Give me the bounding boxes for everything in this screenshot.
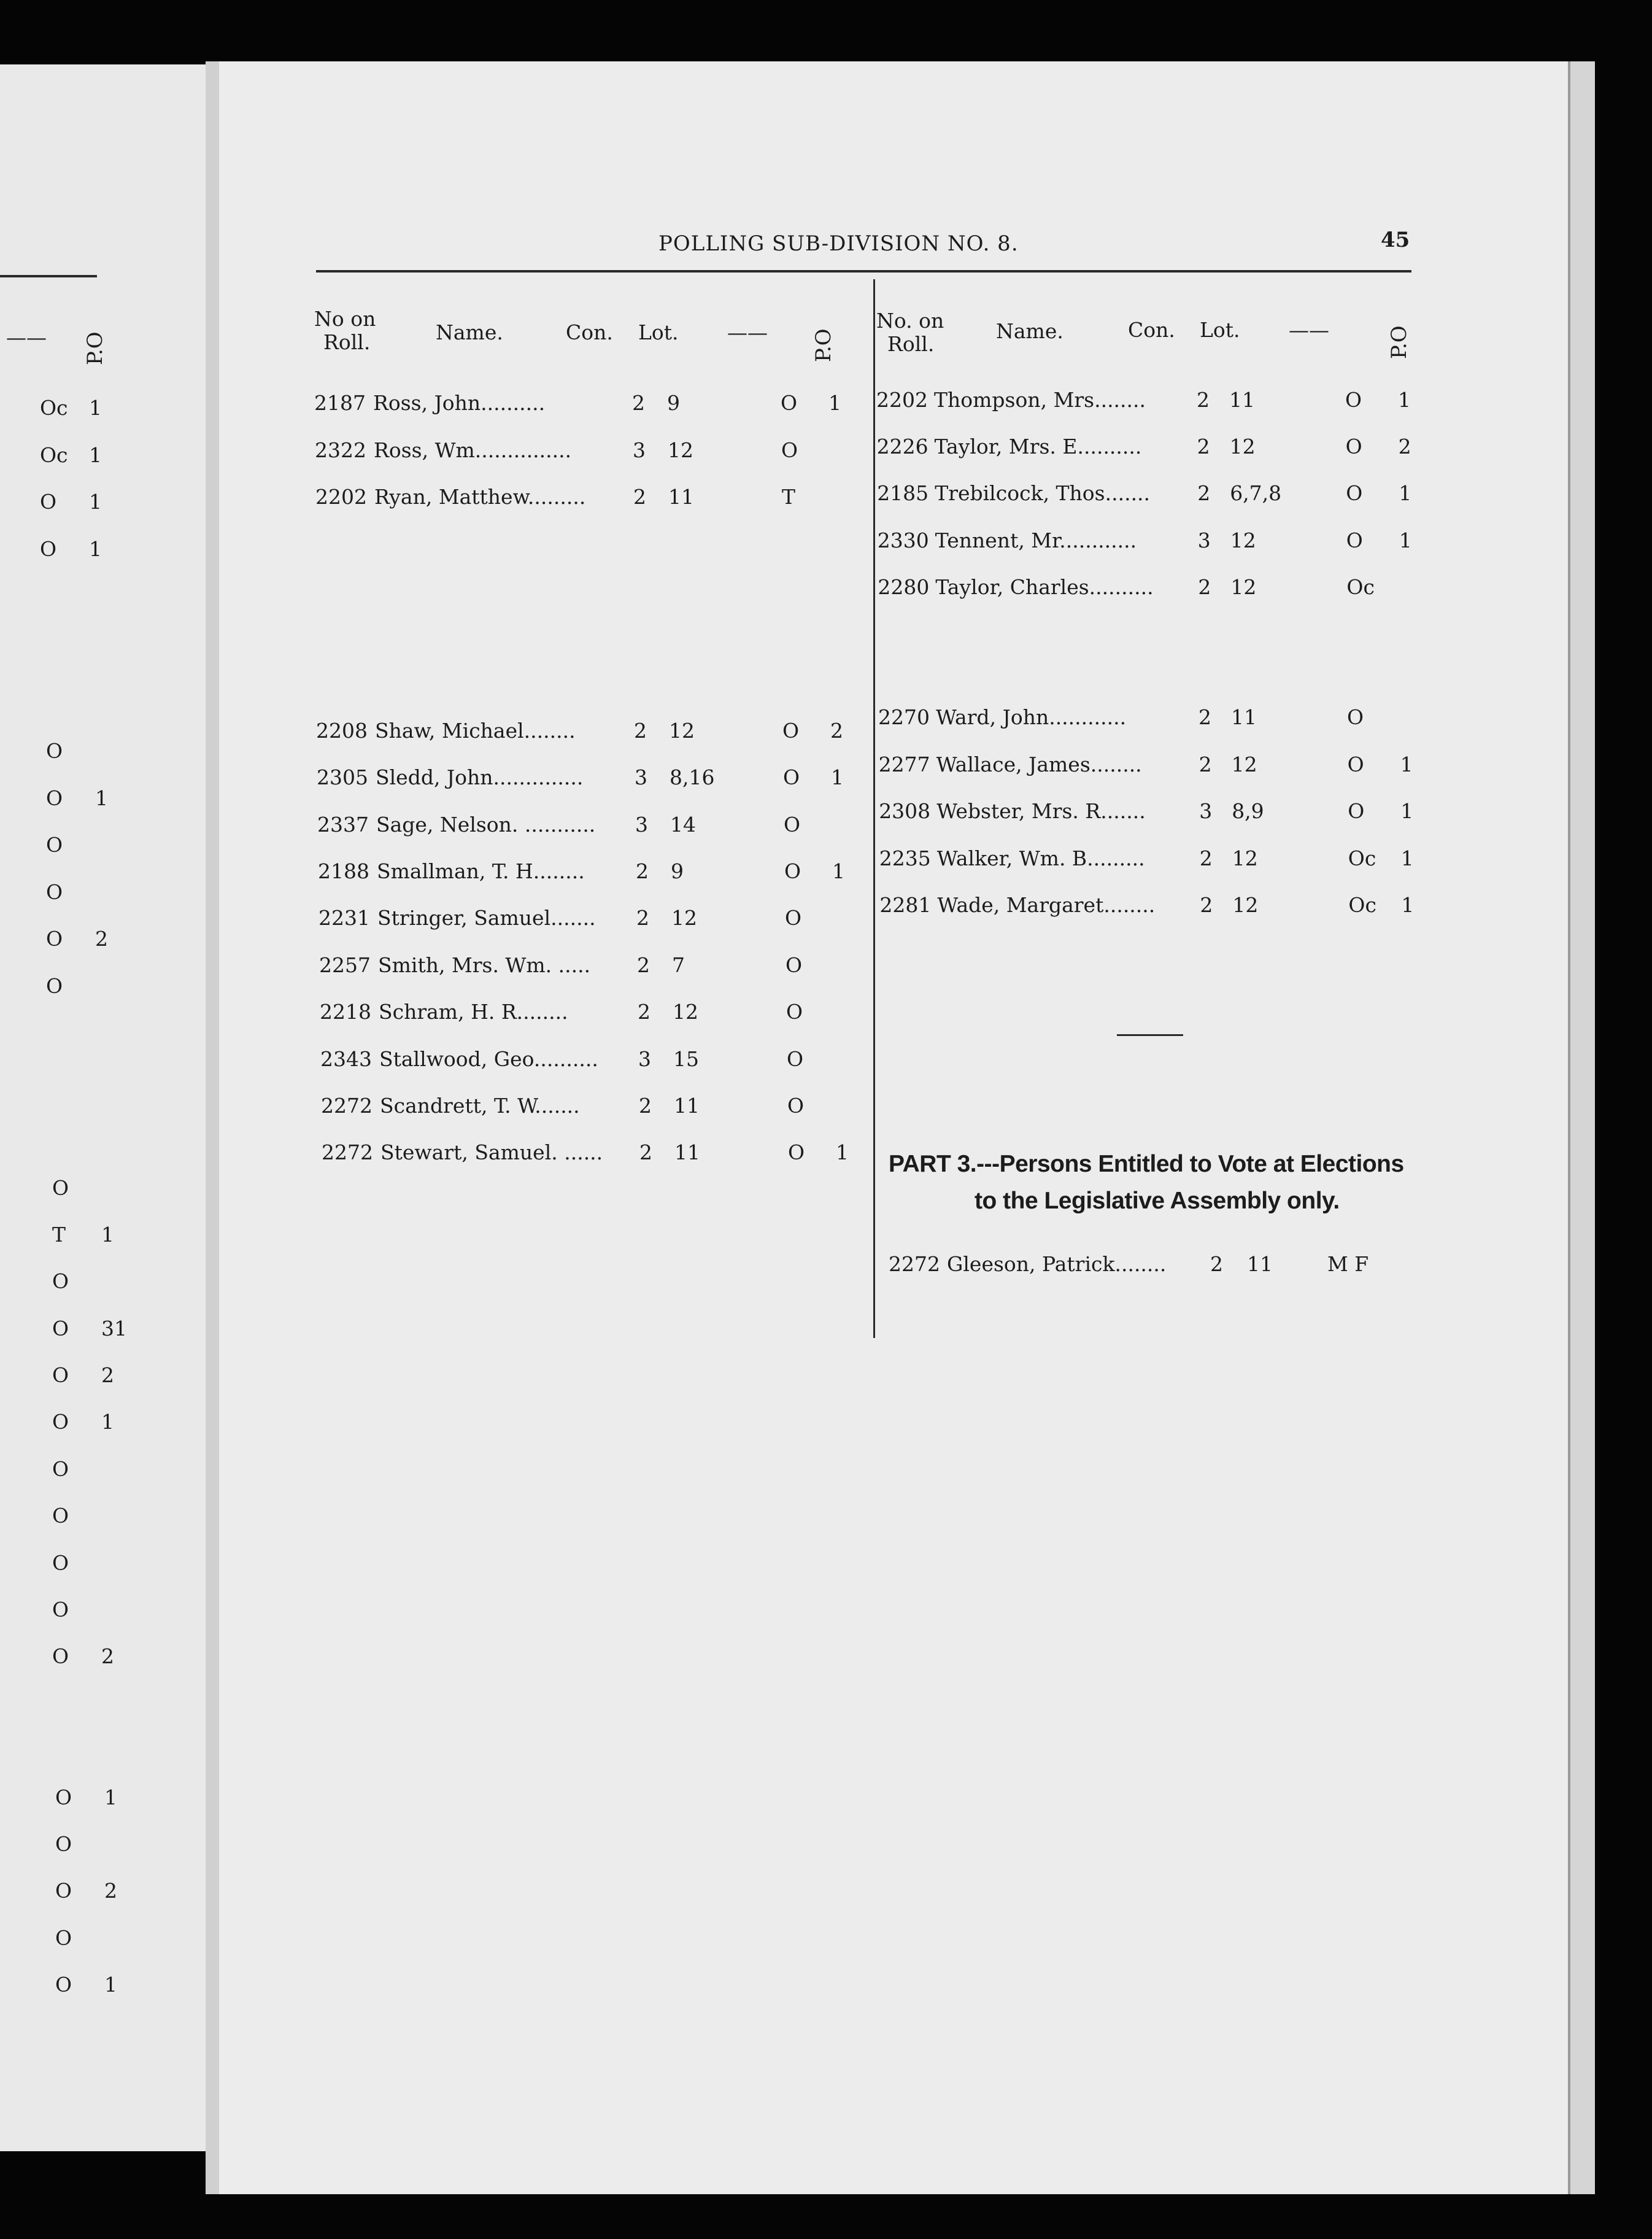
prev-page-status: O [40, 490, 57, 514]
left-row-name: Smallman, T. H........ [377, 859, 585, 883]
right-row-name: Webster, Mrs. R....... [936, 799, 1146, 823]
prev-page-po: 2 [95, 927, 108, 951]
right-row-name: Taylor, Mrs. E.......... [934, 435, 1142, 458]
prev-page-po: 1 [89, 443, 102, 467]
prev-page-status: O [52, 1598, 69, 1622]
right-row-roll-number: 2281 [879, 893, 932, 917]
right-row-name: Ward, John............ [936, 705, 1127, 729]
prev-page-po: 2 [101, 1363, 114, 1387]
right-row-po: 1 [1400, 799, 1414, 823]
right-row-roll-number: 2185 [877, 481, 929, 505]
right-row-po: 1 [1399, 481, 1412, 505]
prev-page-po: 31 [101, 1317, 127, 1340]
prev-page-status: O [52, 1317, 69, 1340]
prev-page-po: 1 [104, 1785, 117, 1809]
right-header-roll: Roll. [887, 332, 935, 356]
left-row-lot: 12 [668, 438, 693, 462]
left-row-name: Sledd, John.............. [376, 765, 584, 789]
right-row-con: 2 [1198, 575, 1211, 599]
left-header-no-on: No on [314, 307, 376, 331]
left-row-roll-number: 2337 [317, 813, 369, 837]
left-row-name: Stringer, Samuel....... [377, 906, 596, 930]
right-row-con: 3 [1197, 528, 1211, 552]
left-row-roll-number: 2187 [314, 391, 366, 415]
right-row-status: O [1346, 528, 1363, 552]
prev-page-status: O [52, 1269, 69, 1293]
right-row-po: 1 [1400, 752, 1413, 776]
part3-name: Gleeson, Patrick........ [947, 1252, 1167, 1276]
right-row-roll-number: 2308 [879, 799, 931, 823]
left-row-status: O [788, 1140, 805, 1164]
right-row-name: Wallace, James........ [936, 752, 1142, 776]
left-row-status: O [786, 1000, 803, 1024]
prev-page-po: 1 [101, 1410, 114, 1434]
prev-page-po: 2 [104, 1879, 117, 1903]
left-row-lot: 11 [668, 485, 694, 509]
prev-page-status: O [52, 1551, 69, 1575]
left-row-status: O [784, 859, 801, 883]
left-row-roll-number: 2257 [319, 953, 371, 977]
right-row-status: Oc [1348, 893, 1376, 917]
right-row-name: Wade, Margaret........ [937, 893, 1156, 917]
left-header-lot: Lot. [638, 320, 679, 344]
prev-page-status: O [46, 786, 63, 810]
left-row-con: 2 [632, 391, 645, 415]
right-row-po: 1 [1398, 388, 1411, 412]
part3-lot: 11 [1247, 1252, 1273, 1276]
left-row-status: O [782, 719, 800, 743]
part3-con: 2 [1210, 1252, 1223, 1276]
right-row-roll-number: 2202 [876, 388, 928, 412]
prev-page-status: O [40, 537, 57, 561]
prev-page-status: O [52, 1363, 69, 1387]
section-separator-rule [1117, 1034, 1183, 1036]
prev-page-status: O [46, 833, 63, 857]
left-header-con: Con. [566, 320, 613, 344]
right-row-lot: 12 [1232, 893, 1259, 917]
right-row-con: 2 [1197, 388, 1210, 412]
left-row-name: Ross, John.......... [373, 391, 546, 415]
left-row-status: O [784, 813, 801, 837]
left-header-name: Name. [436, 320, 503, 344]
left-row-roll-number: 2272 [322, 1140, 373, 1164]
right-header-no-on: No. on [876, 309, 944, 333]
left-row-status: O [785, 906, 802, 930]
right-row-lot: 6,7,8 [1230, 481, 1282, 505]
right-row-con: 2 [1199, 846, 1213, 870]
right-row-status: O [1345, 388, 1362, 412]
right-row-con: 2 [1198, 752, 1212, 776]
left-row-con: 2 [638, 1000, 650, 1024]
left-row-status: O [787, 1047, 804, 1071]
right-row-lot: 11 [1229, 388, 1255, 412]
right-row-name: Trebilcock, Thos....... [935, 481, 1151, 505]
left-header-po: P.O [811, 328, 836, 362]
prev-page-po: 1 [104, 1973, 117, 1997]
part3-status: M F [1327, 1252, 1369, 1276]
page-gutter [206, 61, 219, 2194]
left-row-po: 1 [831, 765, 844, 789]
left-row-lot: 8,16 [670, 765, 715, 789]
right-row-con: 3 [1199, 799, 1213, 823]
left-row-name: Schram, H. R........ [379, 1000, 568, 1024]
prev-page-dash: —— [6, 325, 47, 349]
previous-page [0, 64, 221, 2151]
right-row-status: Oc [1346, 575, 1375, 599]
right-header-po: P.O [1387, 325, 1411, 359]
prev-page-status: O [46, 974, 63, 998]
prev-page-status: O [46, 927, 63, 951]
left-row-roll-number: 2272 [321, 1094, 372, 1118]
page-edge [1568, 61, 1595, 2194]
left-row-po: 1 [836, 1140, 849, 1164]
left-row-roll-number: 2343 [320, 1047, 372, 1071]
right-row-lot: 11 [1231, 705, 1257, 729]
right-row-lot: 8,9 [1232, 799, 1264, 823]
left-row-lot: 12 [671, 906, 697, 930]
left-row-lot: 12 [673, 1000, 698, 1024]
left-row-lot: 11 [674, 1140, 700, 1164]
left-row-po: 2 [830, 719, 843, 743]
page-number: 45 [1381, 228, 1410, 252]
header-rule [316, 270, 1411, 273]
prev-page-po: 1 [89, 396, 102, 420]
prev-page-status: Oc [40, 396, 68, 420]
left-row-con: 2 [634, 719, 647, 743]
left-row-roll-number: 2322 [315, 438, 366, 462]
right-row-name: Walker, Wm. B......... [936, 846, 1145, 870]
right-row-con: 2 [1197, 435, 1210, 458]
part3-heading-line1: PART 3.---Persons Entitled to Vote at Elections [889, 1151, 1404, 1177]
prev-page-status: O [52, 1176, 69, 1200]
left-row-lot: 14 [670, 813, 696, 837]
right-row-lot: 12 [1230, 528, 1256, 552]
part3-heading-line2: to the Legislative Assembly only. [975, 1188, 1340, 1214]
prev-page-status: O [55, 1832, 72, 1856]
right-header-con: Con. [1128, 318, 1175, 342]
left-row-con: 3 [635, 765, 647, 789]
prev-page-status: O [55, 1926, 72, 1950]
left-row-lot: 15 [673, 1047, 699, 1071]
prev-page-status: O [52, 1410, 69, 1434]
left-row-name: Scandrett, T. W....... [380, 1094, 580, 1118]
left-row-roll-number: 2188 [318, 859, 369, 883]
prev-page-po-header: P.O [83, 331, 107, 365]
left-row-con: 3 [633, 438, 646, 462]
left-row-po: 1 [832, 859, 845, 883]
prev-page-status: O [55, 1973, 72, 1997]
right-row-con: 2 [1200, 893, 1213, 917]
right-row-lot: 12 [1229, 435, 1256, 458]
left-row-name: Smith, Mrs. Wm. ..... [378, 953, 591, 977]
left-row-status: T [782, 485, 796, 509]
left-row-status: O [787, 1094, 805, 1118]
right-row-status: O [1347, 752, 1364, 776]
prev-page-header-rule [0, 275, 97, 277]
prev-page-po: 2 [101, 1644, 114, 1668]
right-row-roll-number: 2226 [876, 435, 928, 458]
left-row-con: 2 [637, 953, 650, 977]
left-row-con: 2 [639, 1140, 652, 1164]
right-row-status: O [1345, 435, 1362, 458]
prev-page-status: O [52, 1504, 69, 1528]
right-row-lot: 12 [1231, 752, 1257, 776]
right-header-dash: —— [1289, 318, 1329, 342]
left-row-name: Ryan, Matthew......... [374, 485, 586, 509]
left-row-con: 2 [639, 1094, 652, 1118]
left-row-status: O [781, 391, 798, 415]
prev-page-status: Oc [40, 443, 68, 467]
right-row-status: Oc [1348, 846, 1376, 870]
left-row-roll-number: 2231 [318, 906, 370, 930]
left-row-name: Stewart, Samuel. ...... [380, 1140, 603, 1164]
prev-page-status: T [52, 1223, 66, 1247]
left-row-con: 3 [635, 813, 648, 837]
prev-page-po: 1 [101, 1223, 114, 1247]
right-row-status: O [1346, 481, 1363, 505]
left-row-con: 3 [638, 1047, 651, 1071]
prev-page-po: 1 [95, 786, 108, 810]
left-row-po: 1 [828, 391, 841, 415]
right-row-po: 1 [1401, 893, 1415, 917]
left-row-roll-number: 2208 [316, 719, 368, 743]
left-row-name: Shaw, Michael........ [375, 719, 576, 743]
right-row-status: O [1347, 705, 1364, 729]
right-row-roll-number: 2330 [877, 528, 929, 552]
left-row-roll-number: 2305 [317, 765, 368, 789]
right-row-lot: 12 [1232, 846, 1258, 870]
prev-page-status: O [46, 880, 63, 904]
right-row-name: Thompson, Mrs........ [934, 388, 1146, 412]
prev-page-status: O [55, 1785, 72, 1809]
left-row-lot: 9 [667, 391, 680, 415]
left-row-con: 2 [633, 485, 646, 509]
left-row-name: Stallwood, Geo.......... [379, 1047, 598, 1071]
left-row-status: O [781, 438, 798, 462]
right-row-name: Tennent, Mr............ [935, 528, 1137, 552]
right-row-con: 2 [1197, 481, 1211, 505]
right-row-roll-number: 2280 [878, 575, 930, 599]
right-row-status: O [1348, 799, 1365, 823]
prev-page-status: O [46, 739, 63, 763]
right-header-name: Name. [996, 319, 1063, 343]
right-row-roll-number: 2270 [878, 705, 930, 729]
left-row-roll-number: 2218 [320, 1000, 371, 1024]
right-row-roll-number: 2277 [878, 752, 930, 776]
left-row-lot: 12 [669, 719, 695, 743]
prev-page-po: 1 [89, 490, 102, 514]
left-row-lot: 7 [672, 953, 685, 977]
left-row-roll-number: 2202 [315, 485, 367, 509]
left-row-status: O [785, 953, 803, 977]
right-row-lot: 12 [1230, 575, 1257, 599]
prev-page-status: O [52, 1644, 69, 1668]
left-row-name: Sage, Nelson. ........... [376, 813, 596, 837]
page-title: POLLING SUB-DIVISION NO. 8. [658, 231, 1019, 256]
part3-roll-number: 2272 [889, 1252, 940, 1276]
prev-page-status: O [55, 1879, 72, 1903]
column-divider [873, 279, 875, 1338]
left-header-roll: Roll. [323, 330, 371, 354]
right-row-po: 1 [1400, 846, 1414, 870]
right-header-lot: Lot. [1200, 318, 1240, 342]
prev-page-po: 1 [89, 537, 102, 561]
right-row-name: Taylor, Charles.......... [935, 575, 1154, 599]
right-row-po: 1 [1399, 528, 1412, 552]
right-row-con: 2 [1198, 705, 1211, 729]
prev-page-status: O [52, 1457, 69, 1481]
current-page [206, 61, 1574, 2194]
left-row-lot: 11 [674, 1094, 700, 1118]
left-header-dash: —— [727, 320, 768, 344]
left-row-status: O [783, 765, 800, 789]
right-row-roll-number: 2235 [879, 846, 931, 870]
left-row-con: 2 [636, 906, 649, 930]
right-row-po: 2 [1398, 435, 1411, 458]
left-row-con: 2 [636, 859, 649, 883]
left-row-lot: 9 [671, 859, 684, 883]
left-row-name: Ross, Wm............... [374, 438, 572, 462]
